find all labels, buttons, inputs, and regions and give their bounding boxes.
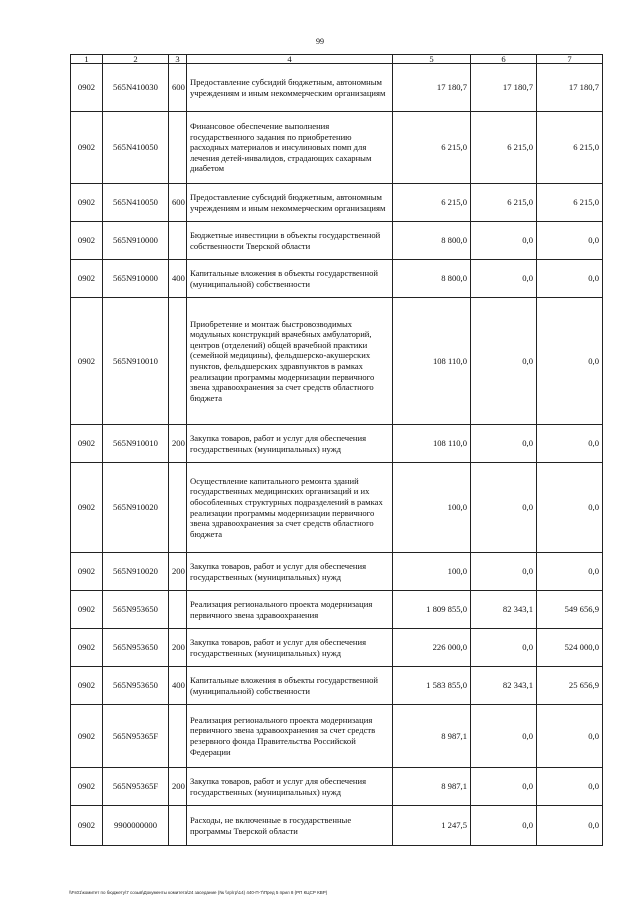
section-code-cell: 0902: [71, 768, 103, 806]
target-article-cell: 565N410050: [103, 184, 169, 222]
amount-year3-cell: 0,0: [537, 806, 603, 846]
amount-year2-cell: 82 343,1: [471, 591, 537, 629]
amount-year3-cell: 549 656,9: [537, 591, 603, 629]
target-article-cell: 565N910010: [103, 298, 169, 425]
expense-type-cell: [169, 298, 187, 425]
column-header: 6: [471, 55, 537, 64]
amount-year1-cell: 8 987,1: [393, 705, 471, 768]
expense-type-cell: [169, 112, 187, 184]
section-code-cell: 0902: [71, 553, 103, 591]
table-row: [71, 667, 603, 705]
section-code-cell: 0902: [71, 705, 103, 768]
amount-year3-cell: 0,0: [537, 425, 603, 463]
amount-year2-cell: 17 180,7: [471, 64, 537, 112]
table-row: [71, 298, 603, 425]
amount-year1-cell: 108 110,0: [393, 425, 471, 463]
target-article-cell: 565N95365F: [103, 705, 169, 768]
amount-year2-cell: 0,0: [471, 705, 537, 768]
section-code-cell: 0902: [71, 425, 103, 463]
amount-year3-cell: 0,0: [537, 298, 603, 425]
expense-name-cell: Предоставление субсидий бюджетным, автономным учреждениям и иным некоммерческим организациям: [187, 184, 393, 222]
amount-year2-cell: 0,0: [471, 222, 537, 260]
amount-year2-cell: 0,0: [471, 260, 537, 298]
target-article-cell: 565N910000: [103, 222, 169, 260]
table-row: [71, 112, 603, 184]
page-number: 99: [316, 37, 324, 46]
target-article-cell: 565N910000: [103, 260, 169, 298]
amount-year3-cell: 524 000,0: [537, 629, 603, 667]
column-header: 1: [71, 55, 103, 64]
target-article-cell: 9900000000: [103, 806, 169, 846]
amount-year2-cell: 0,0: [471, 463, 537, 553]
amount-year2-cell: 0,0: [471, 629, 537, 667]
amount-year3-cell: 6 215,0: [537, 112, 603, 184]
expense-name-cell: Капитальные вложения в объекты государственной (муниципальной) собственности: [187, 260, 393, 298]
expense-name-cell: Реализация регионального проекта модернизация первичного звена здравоохранения: [187, 591, 393, 629]
section-code-cell: 0902: [71, 591, 103, 629]
expense-type-cell: [169, 705, 187, 768]
target-article-cell: 565N910010: [103, 425, 169, 463]
file-path-footer: \\Fs01\комитет по бюджету\7 созыв\Документы комитета\24 заседание (№ \\гр\гр\14) 440-П-7\Пред 5 прил 8 (РП КЦСР КВР): [69, 890, 328, 895]
amount-year3-cell: 0,0: [537, 553, 603, 591]
amount-year3-cell: 0,0: [537, 768, 603, 806]
expense-name-cell: Закупка товаров, работ и услуг для обеспечения государственных (муниципальных) нужд: [187, 425, 393, 463]
expense-name-cell: Финансовое обеспечение выполнения государственного задания по приобретению расходных материалов и инсулиновых помп для лечения детей-инвалидов, страдающих сахарным диабетом: [187, 112, 393, 184]
section-code-cell: 0902: [71, 260, 103, 298]
table-header-row: [71, 55, 603, 64]
amount-year2-cell: 0,0: [471, 768, 537, 806]
expense-type-cell: 200: [169, 768, 187, 806]
expense-name-cell: Закупка товаров, работ и услуг для обеспечения государственных (муниципальных) нужд: [187, 768, 393, 806]
amount-year2-cell: 0,0: [471, 425, 537, 463]
amount-year3-cell: 0,0: [537, 463, 603, 553]
amount-year1-cell: 6 215,0: [393, 184, 471, 222]
expense-type-cell: [169, 463, 187, 553]
amount-year1-cell: 8 987,1: [393, 768, 471, 806]
expense-type-cell: 400: [169, 260, 187, 298]
table-row: [71, 553, 603, 591]
section-code-cell: 0902: [71, 629, 103, 667]
table-row: [71, 184, 603, 222]
amount-year2-cell: 6 215,0: [471, 112, 537, 184]
table-row: [71, 425, 603, 463]
expense-type-cell: [169, 806, 187, 846]
amount-year1-cell: 100,0: [393, 463, 471, 553]
section-code-cell: 0902: [71, 64, 103, 112]
section-code-cell: 0902: [71, 222, 103, 260]
amount-year2-cell: 0,0: [471, 298, 537, 425]
table-row: [71, 260, 603, 298]
table-row: [71, 629, 603, 667]
table-row: [71, 64, 603, 112]
amount-year1-cell: 6 215,0: [393, 112, 471, 184]
amount-year1-cell: 100,0: [393, 553, 471, 591]
expense-type-cell: 600: [169, 64, 187, 112]
expense-name-cell: Предоставление субсидий бюджетным, автономным учреждениям и иным некоммерческим организациям: [187, 64, 393, 112]
expense-name-cell: Реализация регионального проекта модернизация первичного звена здравоохранения за счет средств резервного фонда Правительства Российской Федерации: [187, 705, 393, 768]
section-code-cell: 0902: [71, 184, 103, 222]
target-article-cell: 565N953650: [103, 629, 169, 667]
amount-year1-cell: 8 800,0: [393, 260, 471, 298]
section-code-cell: 0902: [71, 298, 103, 425]
expense-type-cell: 600: [169, 184, 187, 222]
amount-year1-cell: 226 000,0: [393, 629, 471, 667]
expense-name-cell: Приобретение и монтаж быстровозводимых модульных конструкций врачебных амбулаторий, центров (отделений) общей врачебной практики (семейной медицины), фельдшерско-акушерских пунктов, фельдшерских здравпунктов в рамках реализации программы модернизации первичного звена здравоохранения за счет средств областного бюджета: [187, 298, 393, 425]
expense-type-cell: [169, 591, 187, 629]
target-article-cell: 565N910020: [103, 553, 169, 591]
target-article-cell: 565N953650: [103, 591, 169, 629]
table-row: [71, 591, 603, 629]
target-article-cell: 565N95365F: [103, 768, 169, 806]
amount-year3-cell: 6 215,0: [537, 184, 603, 222]
expense-type-cell: 400: [169, 667, 187, 705]
column-header: 2: [103, 55, 169, 64]
expense-name-cell: Осуществление капитального ремонта зданий государственных медицинских организаций и их обособленных структурных подразделений в рамках реализации программы модернизации первичного звена здравоохранения за счет средств областного бюджета: [187, 463, 393, 553]
table-row: [71, 222, 603, 260]
target-article-cell: 565N910020: [103, 463, 169, 553]
table-row: [71, 768, 603, 806]
amount-year1-cell: 17 180,7: [393, 64, 471, 112]
amount-year1-cell: 1 247,5: [393, 806, 471, 846]
column-header: 7: [537, 55, 603, 64]
table-row: [71, 705, 603, 768]
target-article-cell: 565N410050: [103, 112, 169, 184]
expense-name-cell: Расходы, не включенные в государственные программы Тверской области: [187, 806, 393, 846]
amount-year3-cell: 17 180,7: [537, 64, 603, 112]
expense-name-cell: Капитальные вложения в объекты государственной (муниципальной) собственности: [187, 667, 393, 705]
target-article-cell: 565N953650: [103, 667, 169, 705]
section-code-cell: 0902: [71, 667, 103, 705]
amount-year1-cell: 8 800,0: [393, 222, 471, 260]
amount-year1-cell: 1 583 855,0: [393, 667, 471, 705]
column-header: 3: [169, 55, 187, 64]
column-header: 4: [187, 55, 393, 64]
amount-year2-cell: 0,0: [471, 806, 537, 846]
amount-year2-cell: 82 343,1: [471, 667, 537, 705]
column-header: 5: [393, 55, 471, 64]
amount-year3-cell: 0,0: [537, 222, 603, 260]
target-article-cell: 565N410030: [103, 64, 169, 112]
expense-type-cell: 200: [169, 553, 187, 591]
section-code-cell: 0902: [71, 806, 103, 846]
amount-year3-cell: 0,0: [537, 705, 603, 768]
budget-table: [70, 54, 603, 846]
table-row: [71, 806, 603, 846]
table-row: [71, 463, 603, 553]
amount-year3-cell: 25 656,9: [537, 667, 603, 705]
amount-year2-cell: 6 215,0: [471, 184, 537, 222]
expense-type-cell: 200: [169, 629, 187, 667]
expense-name-cell: Бюджетные инвестиции в объекты государственной собственности Тверской области: [187, 222, 393, 260]
amount-year2-cell: 0,0: [471, 553, 537, 591]
expense-name-cell: Закупка товаров, работ и услуг для обеспечения государственных (муниципальных) нужд: [187, 553, 393, 591]
expense-name-cell: Закупка товаров, работ и услуг для обеспечения государственных (муниципальных) нужд: [187, 629, 393, 667]
expense-type-cell: [169, 222, 187, 260]
expense-type-cell: 200: [169, 425, 187, 463]
section-code-cell: 0902: [71, 463, 103, 553]
amount-year1-cell: 108 110,0: [393, 298, 471, 425]
amount-year1-cell: 1 809 855,0: [393, 591, 471, 629]
section-code-cell: 0902: [71, 112, 103, 184]
amount-year3-cell: 0,0: [537, 260, 603, 298]
